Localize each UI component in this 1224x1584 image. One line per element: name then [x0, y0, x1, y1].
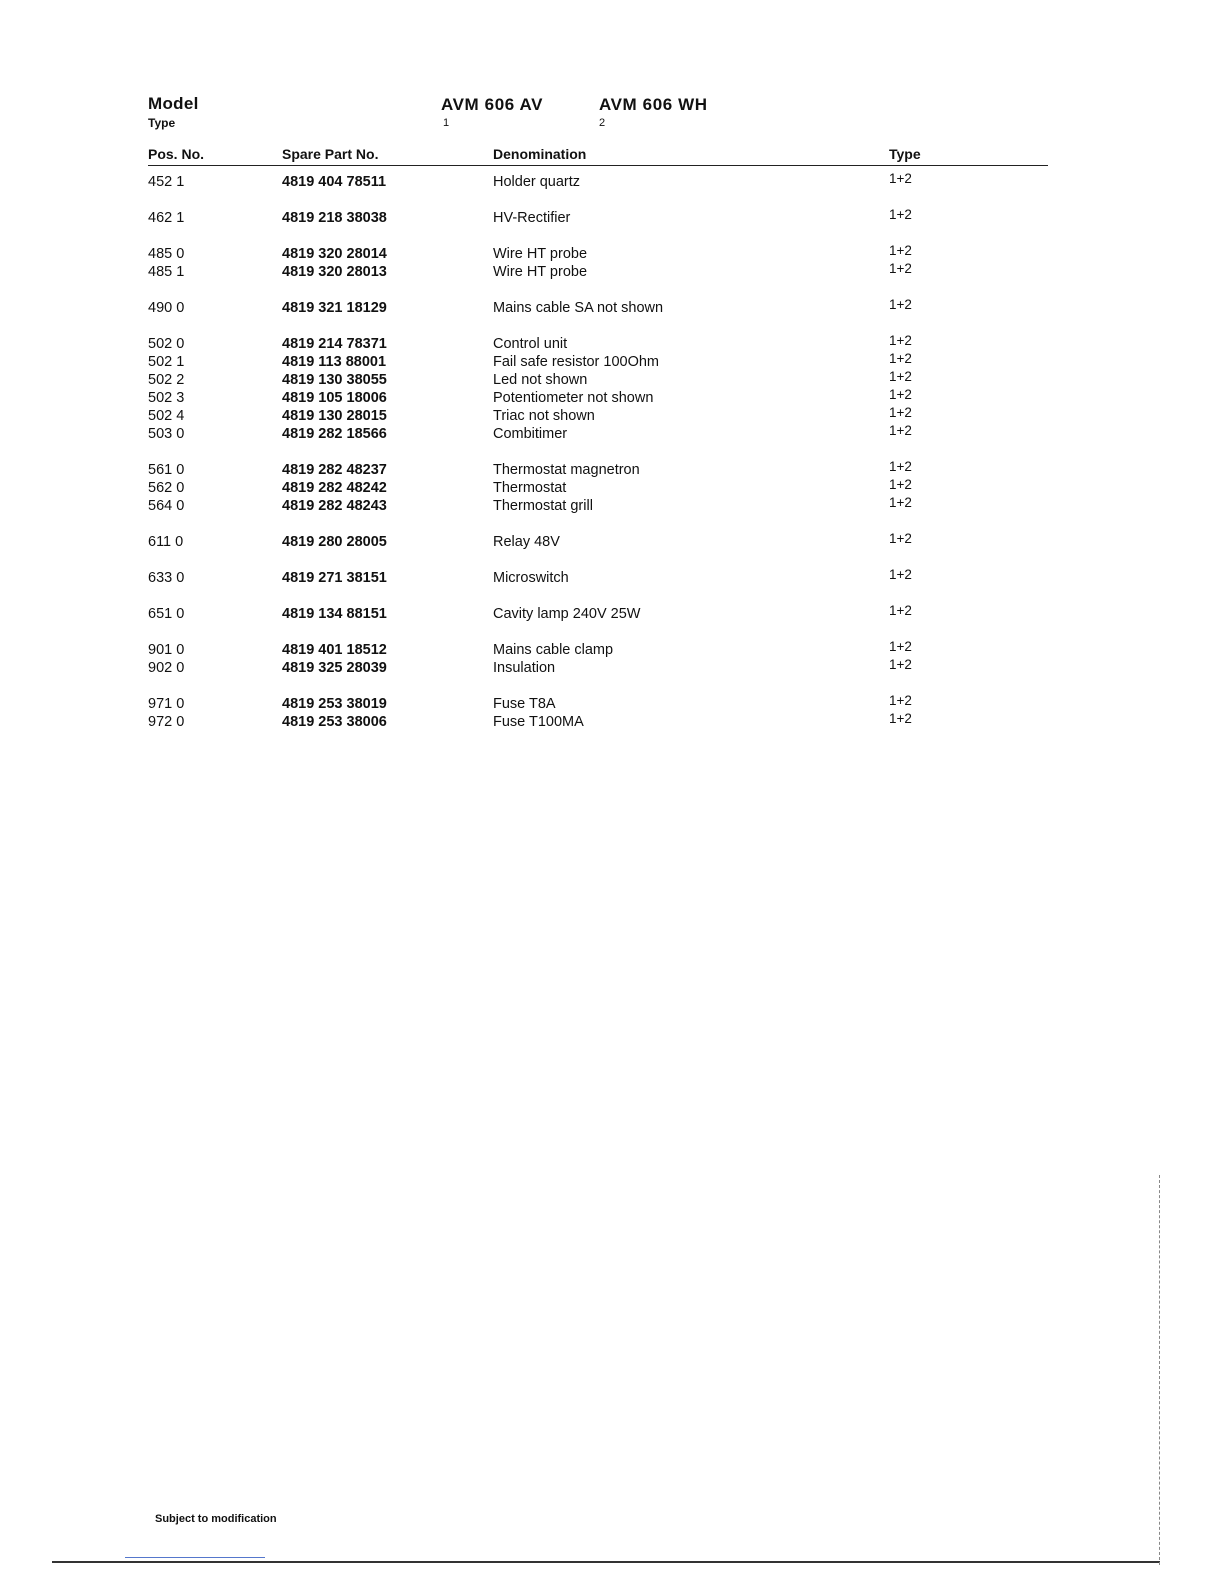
pos-no-cell: 972 0 — [148, 714, 185, 730]
parts-row — [148, 641, 1048, 659]
pos-no-cell: 502 3 — [148, 390, 185, 406]
denomination-cell: Thermostat — [493, 480, 567, 496]
type-cell: 1+2 — [889, 639, 912, 654]
denomination-cell: Fail safe resistor 100Ohm — [493, 354, 660, 370]
pos-no-cell: 502 1 — [148, 354, 185, 370]
header-divider — [148, 165, 1048, 166]
denomination-cell: Microswitch — [493, 570, 569, 586]
type-cell: 1+2 — [889, 603, 912, 618]
parts-row — [148, 173, 1048, 191]
type-cell: 1+2 — [889, 369, 912, 384]
page-right-edge-mark — [1159, 1175, 1160, 1565]
column-header-type: Type — [889, 146, 921, 162]
parts-group — [148, 335, 1048, 443]
type-cell: 1+2 — [889, 657, 912, 672]
denomination-cell: Fuse T8A — [493, 696, 556, 712]
type-cell: 1+2 — [889, 567, 912, 582]
pos-no-cell: 901 0 — [148, 642, 185, 658]
spare-part-no-cell: 4819 253 38019 — [282, 696, 387, 712]
denomination-cell: Combitimer — [493, 426, 568, 442]
spare-part-no-cell: 4819 271 38151 — [282, 570, 387, 586]
parts-row — [148, 659, 1048, 677]
parts-group — [148, 245, 1048, 281]
type-cell: 1+2 — [889, 351, 912, 366]
parts-row — [148, 299, 1048, 317]
parts-row — [148, 353, 1048, 371]
type-cell: 1+2 — [889, 297, 912, 312]
spare-part-no-cell: 4819 282 48243 — [282, 498, 387, 514]
parts-row — [148, 407, 1048, 425]
denomination-cell: Insulation — [493, 660, 556, 676]
spare-part-no-cell: 4819 130 38055 — [282, 372, 387, 388]
type-cell: 1+2 — [889, 261, 912, 276]
parts-row — [148, 425, 1048, 443]
pos-no-cell: 503 0 — [148, 426, 185, 442]
footer-note: Subject to modification — [155, 1513, 277, 1525]
page-bottom-rule-accent — [125, 1557, 265, 1558]
type-cell: 1+2 — [889, 171, 912, 186]
pos-no-cell: 562 0 — [148, 480, 185, 496]
spare-part-no-cell: 4819 218 38038 — [282, 210, 387, 226]
model-2-name: AVM 606 WH — [599, 95, 708, 114]
spare-part-no-cell: 4819 320 28014 — [282, 246, 387, 262]
parts-row — [148, 263, 1048, 281]
pos-no-cell: 462 1 — [148, 210, 185, 226]
denomination-cell: Thermostat magnetron — [493, 462, 640, 478]
parts-row — [148, 497, 1048, 515]
type-cell: 1+2 — [889, 207, 912, 222]
pos-no-cell: 502 0 — [148, 336, 185, 352]
parts-row — [148, 389, 1048, 407]
spare-part-no-cell: 4819 280 28005 — [282, 534, 387, 550]
spare-part-no-cell: 4819 253 38006 — [282, 714, 387, 730]
spare-part-no-cell: 4819 404 78511 — [282, 174, 387, 190]
type-cell: 1+2 — [889, 243, 912, 258]
parts-group — [148, 605, 1048, 623]
denomination-cell: Mains cable clamp — [493, 642, 614, 658]
spare-part-no-cell: 4819 282 48242 — [282, 480, 387, 496]
denomination-cell: Mains cable SA not shown — [493, 300, 664, 316]
spare-part-no-cell: 4819 134 88151 — [282, 606, 387, 622]
type-cell: 1+2 — [889, 387, 912, 402]
pos-no-cell: 490 0 — [148, 300, 185, 316]
denomination-cell: Control unit — [493, 336, 568, 352]
denomination-cell: Wire HT probe — [493, 264, 588, 280]
denomination-cell: HV-Rectifier — [493, 210, 571, 226]
spare-part-no-cell: 4819 113 88001 — [282, 354, 387, 370]
parts-group — [148, 173, 1048, 191]
type-cell: 1+2 — [889, 333, 912, 348]
model-1-name: AVM 606 AV — [441, 95, 544, 114]
spare-part-no-cell: 4819 401 18512 — [282, 642, 387, 658]
denomination-cell: Fuse T100MA — [493, 714, 584, 730]
pos-no-cell: 633 0 — [148, 570, 185, 586]
type-cell: 1+2 — [889, 405, 912, 420]
spare-part-no-cell: 4819 320 28013 — [282, 264, 387, 280]
parts-row — [148, 713, 1048, 731]
type-cell: 1+2 — [889, 495, 912, 510]
denomination-cell: Wire HT probe — [493, 246, 588, 262]
parts-group — [148, 461, 1048, 515]
denomination-cell: Triac not shown — [493, 408, 595, 424]
column-header-pos-no: Pos. No. — [148, 146, 205, 162]
spare-part-no-cell: 4819 214 78371 — [282, 336, 387, 352]
denomination-cell: Cavity lamp 240V 25W — [493, 606, 641, 622]
denomination-cell: Holder quartz — [493, 174, 581, 190]
type-cell: 1+2 — [889, 423, 912, 438]
parts-row — [148, 569, 1048, 587]
model-1-type-number: 1 — [443, 117, 450, 129]
model-2-type-number: 2 — [599, 117, 606, 129]
denomination-cell: Thermostat grill — [493, 498, 593, 514]
model-label: Model — [148, 94, 199, 113]
type-cell: 1+2 — [889, 459, 912, 474]
parts-list — [148, 173, 1048, 749]
parts-row — [148, 245, 1048, 263]
pos-no-cell: 485 0 — [148, 246, 185, 262]
spare-part-no-cell: 4819 105 18006 — [282, 390, 387, 406]
pos-no-cell: 651 0 — [148, 606, 185, 622]
parts-row — [148, 695, 1048, 713]
spare-part-no-cell: 4819 321 18129 — [282, 300, 387, 316]
type-label: Type — [148, 116, 176, 130]
pos-no-cell: 902 0 — [148, 660, 185, 676]
parts-group — [148, 695, 1048, 731]
pos-no-cell: 971 0 — [148, 696, 185, 712]
spare-part-no-cell: 4819 130 28015 — [282, 408, 387, 424]
pos-no-cell: 502 2 — [148, 372, 185, 388]
pos-no-cell: 485 1 — [148, 264, 185, 280]
parts-row — [148, 605, 1048, 623]
type-cell: 1+2 — [889, 711, 912, 726]
spare-part-no-cell: 4819 282 18566 — [282, 426, 387, 442]
page-bottom-rule — [52, 1561, 1160, 1563]
parts-row — [148, 371, 1048, 389]
parts-row — [148, 533, 1048, 551]
denomination-cell: Led not shown — [493, 372, 588, 388]
parts-row — [148, 461, 1048, 479]
type-cell: 1+2 — [889, 693, 912, 708]
pos-no-cell: 561 0 — [148, 462, 185, 478]
spare-part-no-cell: 4819 325 28039 — [282, 660, 387, 676]
parts-group — [148, 641, 1048, 677]
spare-part-no-cell: 4819 282 48237 — [282, 462, 387, 478]
denomination-cell: Potentiometer not shown — [493, 390, 654, 406]
denomination-cell: Relay 48V — [493, 534, 560, 550]
type-cell: 1+2 — [889, 477, 912, 492]
parts-group — [148, 533, 1048, 551]
column-header-spare-part-no: Spare Part No. — [282, 146, 379, 162]
parts-group — [148, 569, 1048, 587]
parts-row — [148, 479, 1048, 497]
pos-no-cell: 611 0 — [148, 534, 184, 550]
type-cell: 1+2 — [889, 531, 912, 546]
parts-row — [148, 335, 1048, 353]
column-header-denomination: Denomination — [493, 146, 587, 162]
parts-row — [148, 209, 1048, 227]
parts-group — [148, 299, 1048, 317]
pos-no-cell: 452 1 — [148, 174, 185, 190]
pos-no-cell: 564 0 — [148, 498, 185, 514]
parts-group — [148, 209, 1048, 227]
pos-no-cell: 502 4 — [148, 408, 185, 424]
